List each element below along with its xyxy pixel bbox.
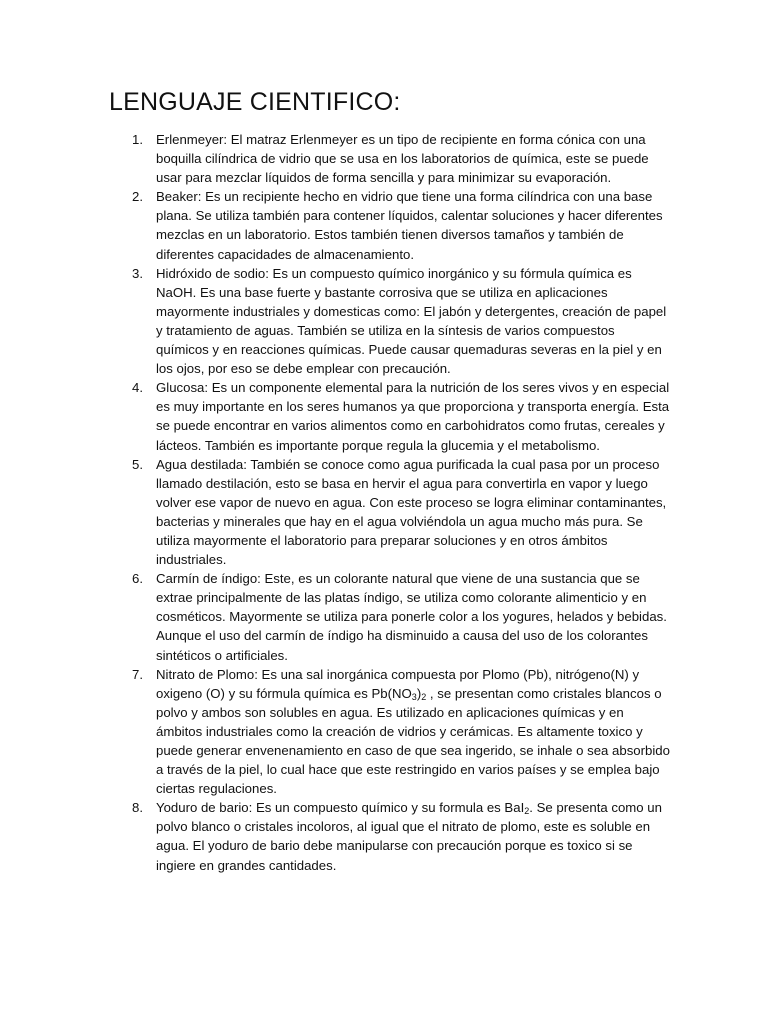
list-item (110, 264, 670, 379)
item-number: 7. (132, 666, 143, 682)
subscript: 3 (411, 691, 417, 702)
list-item (110, 130, 670, 187)
item-number: 5. (132, 456, 143, 472)
item-text (156, 378, 670, 454)
list-item (110, 569, 670, 664)
text-run: . Se presenta como un polvo blanco o cristales incoloros, al igual que el nitrato de plomo, este es soluble en agua. El yoduro de bario debe manipularse con precaución porque es toxico si se ingiere en grandes cantidades. (156, 800, 662, 873)
item-number: 4. (132, 380, 143, 396)
subscript: 2 (524, 806, 530, 817)
text-run: Beaker: Es un recipiente hecho en vidrio que tiene una forma cilíndrica con una base plana. Se utiliza también para contener líquidos, calentar soluciones y hacer diferentes mezclas en un laboratorio. Estos también tienen diversos tamaños y también de diferentes capacidades de almacenamiento. (156, 189, 663, 262)
text-run: Nitrato de Plomo: Es una sal inorgánica compuesta por Plomo (Pb), nitrógeno(N) y oxigeno (O) y su fórmula química es Pb(NO (156, 666, 640, 701)
list-item (110, 378, 670, 454)
item-number: 2. (132, 189, 143, 205)
item-text (156, 187, 670, 263)
list-item (110, 187, 670, 263)
list-item (110, 798, 670, 874)
item-text (156, 455, 670, 570)
item-number: 6. (132, 571, 143, 587)
definition-list (110, 130, 670, 875)
text-run: Yoduro de bario: Es un compuesto químico y su formula es BaI (156, 800, 525, 816)
text-run: Agua destilada: También se conoce como agua purificada la cual pasa por un proceso llamado destilación, esto se basa en hervir el agua para convertirla en vapor y luego volver ese vapor de nuevo en agua. Con este proceso se logra eliminar contaminantes, bacterias y minerales que hay en el agua volviéndola un agua mucho más pura. Se utiliza mayormente el laboratorio para preparar soluciones y en otros ámbitos industriales. (156, 456, 667, 568)
item-text (156, 264, 670, 379)
list-item (110, 455, 670, 570)
item-text (156, 569, 670, 664)
text-run: , se presentan como cristales blancos o polvo y ambos son solubles en agua. Es utilizado en aplicaciones químicas y en ámbitos industriales como la creación de vidrios y cerámicas. Es altamente toxico y puede generar envenenamiento en caso de que sea ingerido, se inhale o sea absorbido a través de la piel, lo cual hace que este restringido en varios países y se emplea bajo ciertas regulaciones. (156, 685, 670, 797)
item-number: 8. (132, 800, 143, 816)
item-number: 3. (132, 265, 143, 281)
text-run: Erlenmeyer: El matraz Erlenmeyer es un tipo de recipiente en forma cónica con una boquilla cilíndrica de vidrio que se usa en los laboratorios de química, este se puede usar para mezclar líquidos de forma sencilla y para minimizar su evaporación. (156, 132, 649, 186)
item-number: 1. (132, 132, 143, 147)
text-run: Hidróxido de sodio: Es un compuesto químico inorgánico y su fórmula química es NaOH. Es una base fuerte y bastante corrosiva que se utiliza en aplicaciones mayormente industriales y domesticas como: El jabón y detergentes, creación de papel y tratamiento de aguas. También se utiliza en la síntesis de varios compuestos químicos y en reacciones químicas. Puede causar quemaduras severas en la piel y en los ojos, por eso se debe emplear con precaución. (156, 265, 667, 377)
text-run: Carmín de índigo: Este, es un colorante natural que viene de una sustancia que se extrae principalmente de las platas índigo, se utiliza como colorante alimenticio y en cosméticos. Mayormente se utiliza para ponerle color a los yogures, helados y bebidas. Aunque el uso del carmín de índigo ha disminuido a causa del uso de los colorantes sintéticos o artificiales. (156, 571, 667, 663)
subscript: 2 (421, 691, 427, 702)
item-text (156, 665, 670, 799)
item-text (156, 130, 670, 187)
text-run: ) (416, 685, 422, 701)
list-item (110, 665, 670, 799)
document-title: LENGUAJE CIENTIFICO: (109, 88, 401, 116)
text-run: Glucosa: Es un componente elemental para la nutrición de los seres vivos y en especial es muy importante en los seres humanos ya que proporciona y transporta energía. Esta se puede encontrar en varios alimentos como en carbohidratos como frutas, cereales y lácteos. También es importante porque regula la glucemia y el metabolismo. (156, 380, 670, 453)
item-text (156, 798, 670, 874)
